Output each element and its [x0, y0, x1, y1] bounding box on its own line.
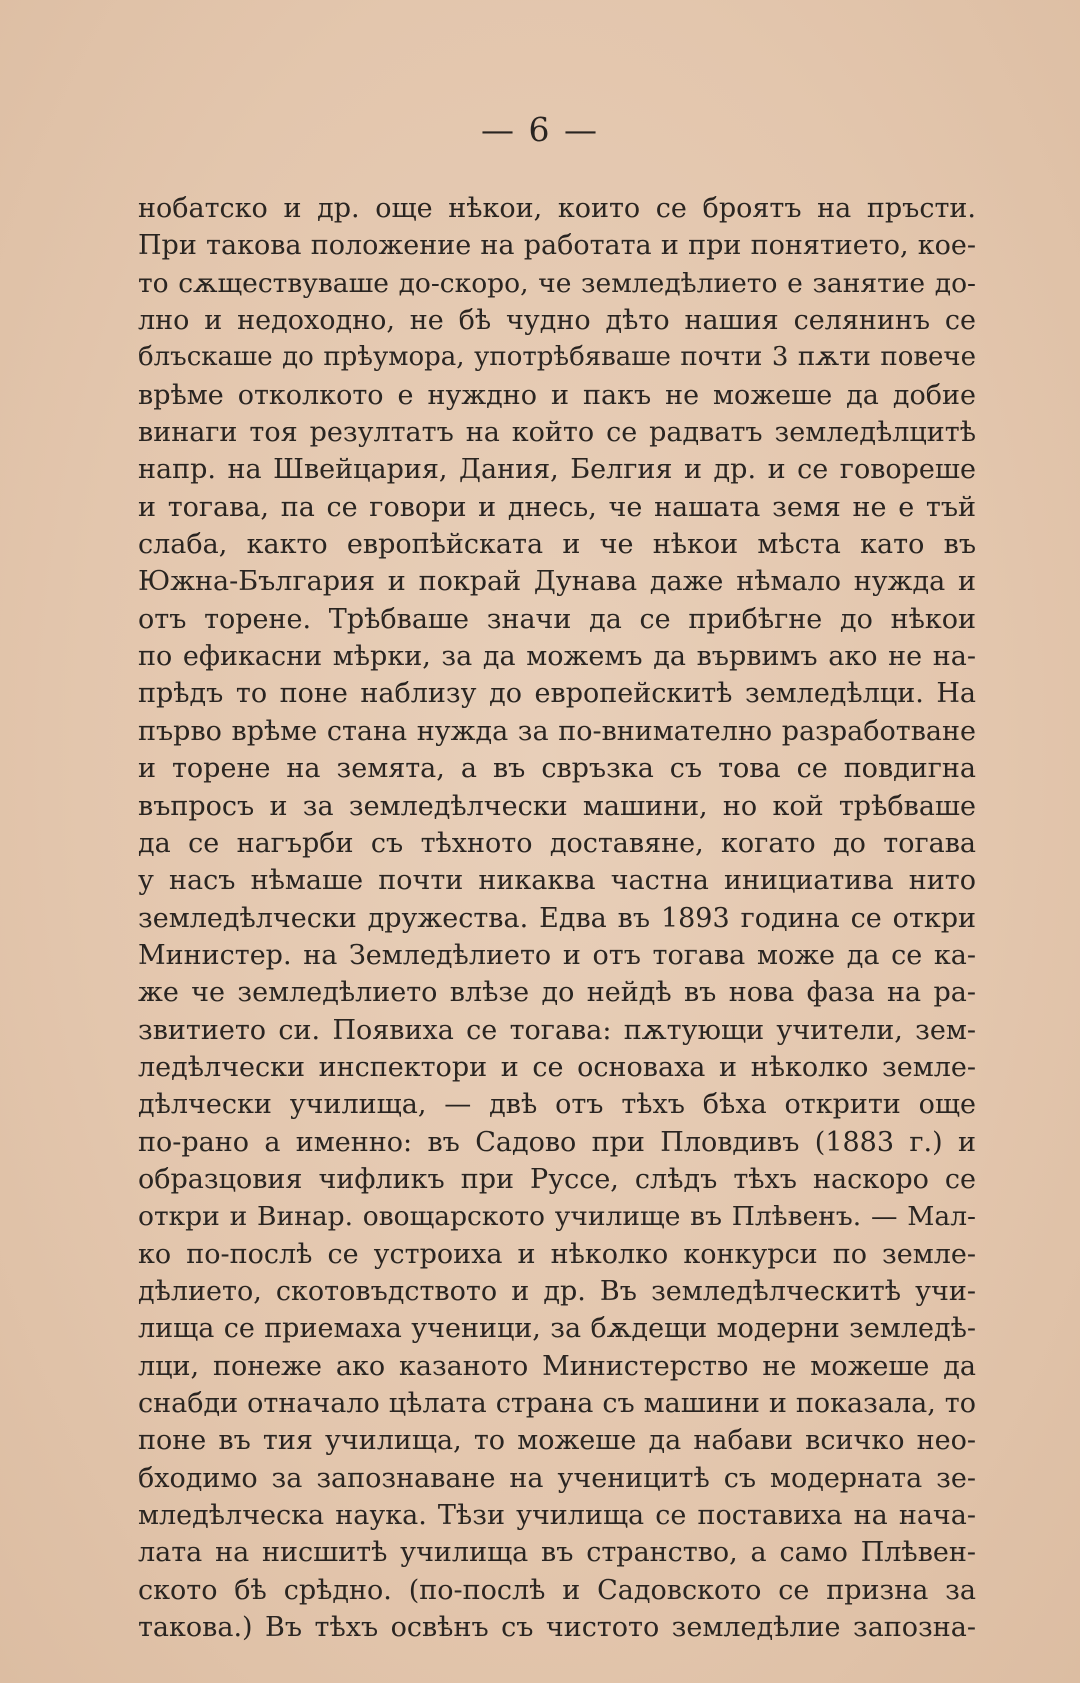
- text-line: винаги тоя резултатъ на който се радватъ земледѣлцитѣ: [138, 417, 976, 449]
- body-text: [138, 190, 976, 1646]
- text-line: прѣдъ то поне наблизу до европейскитѣ земледѣлци. На: [138, 678, 976, 710]
- text-line: да се нагърби съ тѣхното доставяне, когато до тогава: [138, 827, 976, 859]
- text-line: и торене на земята, а въ свръзка съ това се повдигна: [138, 753, 976, 785]
- text-line: лата на нисшитѣ училища въ странство, а само Плѣвен-: [138, 1537, 976, 1569]
- text-line: При такова положение на работата и при понятието, кое-: [138, 230, 976, 262]
- text-line: въпросъ и за земледѣлчески машини, но кой трѣбваше: [138, 790, 976, 822]
- text-line: откри и Винар. овощарското училище въ Плѣвенъ. — Мал-: [138, 1201, 976, 1233]
- text-line: лно и недоходно, не бѣ чудно дѣто нашия селянинъ се: [138, 305, 976, 337]
- text-line: отъ торене. Трѣбваше значи да се прибѣгне до нѣкои: [138, 603, 976, 635]
- text-line: по-рано а именно: въ Садово при Пловдивъ (1883 г.) и: [138, 1126, 976, 1158]
- text-line: напр. на Швейцария, Дания, Белгия и др. и се говореше: [138, 454, 976, 486]
- text-line: дѣлчески училища, — двѣ отъ тѣхъ бѣха открити още: [138, 1089, 976, 1121]
- text-line: снабди отначало цѣлата страна съ машини и показала, то: [138, 1388, 976, 1419]
- text-line: лища се приемаха ученици, за бѫдещи модерни земледѣ-: [138, 1313, 976, 1345]
- text-line: нобатско и др. още нѣкои, които се броятъ на пръсти.: [138, 193, 976, 224]
- text-line: поне въ тия училища, то можеше да набави всичко нео-: [138, 1425, 976, 1457]
- text-line: по ефикасни мѣрки, за да можемъ да вървимъ ако не на-: [138, 641, 976, 673]
- page-number: — 6 —: [481, 110, 599, 149]
- text-line: Министер. на Земледѣлието и отъ тогава може да се ка-: [138, 939, 976, 971]
- text-line: ко по-послѣ се устроиха и нѣколко конкурси по земле-: [138, 1238, 976, 1270]
- text-line: бходимо за запознаване на ученицитѣ съ модерната зе-: [138, 1462, 976, 1494]
- text-line: образцовия чифликъ при Руссе, слѣдъ тѣхъ наскоро се: [138, 1163, 976, 1195]
- text-line: Южна-България и покрай Дунава даже нѣмало нужда и: [138, 566, 976, 598]
- text-line: и тогава, па се говори и днесь, че нашата земя не е тъй: [138, 491, 976, 523]
- text-line: ледѣлчески инспектори и се основаха и нѣколко земле-: [138, 1051, 976, 1083]
- text-line: же че земледѣлието влѣзе до нейдѣ въ нова фаза на ра-: [138, 977, 976, 1009]
- text-line: лци, понеже ако казаното Министерство не можеше да: [138, 1350, 976, 1382]
- text-line: слаба, както европѣйската и че нѣкои мѣста като въ: [138, 529, 976, 561]
- text-line: блъскаше до прѣумора, употрѣбяваше почти 3 пѫти повече: [138, 342, 976, 373]
- text-line: ското бѣ срѣдно. (по-послѣ и Садовското се призна за: [138, 1574, 976, 1606]
- text-line: мледѣлческа наука. Тѣзи училища се поставиха на нача-: [138, 1500, 976, 1532]
- text-line: врѣме отколкото е нуждно и пакъ не можеше да добие: [138, 379, 976, 411]
- text-line: земледѣлчески дружества. Едва въ 1893 година се откри: [138, 902, 976, 934]
- text-line: звитието си. Появиха се тогава: пѫтующи учители, зем-: [138, 1014, 976, 1046]
- text-line: у насъ нѣмаше почти никаква частна инициатива нито: [138, 865, 976, 897]
- text-line: първо врѣме стана нужда за по-внимателно разработване: [138, 715, 976, 747]
- text-line: то сѫществуваше до-скоро, че земледѣлието е занятие до-: [138, 267, 976, 299]
- text-line: такова.) Въ тѣхъ освѣнъ съ чистото земледѣлие запозна-: [138, 1612, 976, 1644]
- text-line: дѣлието, скотовъдството и др. Въ земледѣлческитѣ учи-: [138, 1275, 976, 1307]
